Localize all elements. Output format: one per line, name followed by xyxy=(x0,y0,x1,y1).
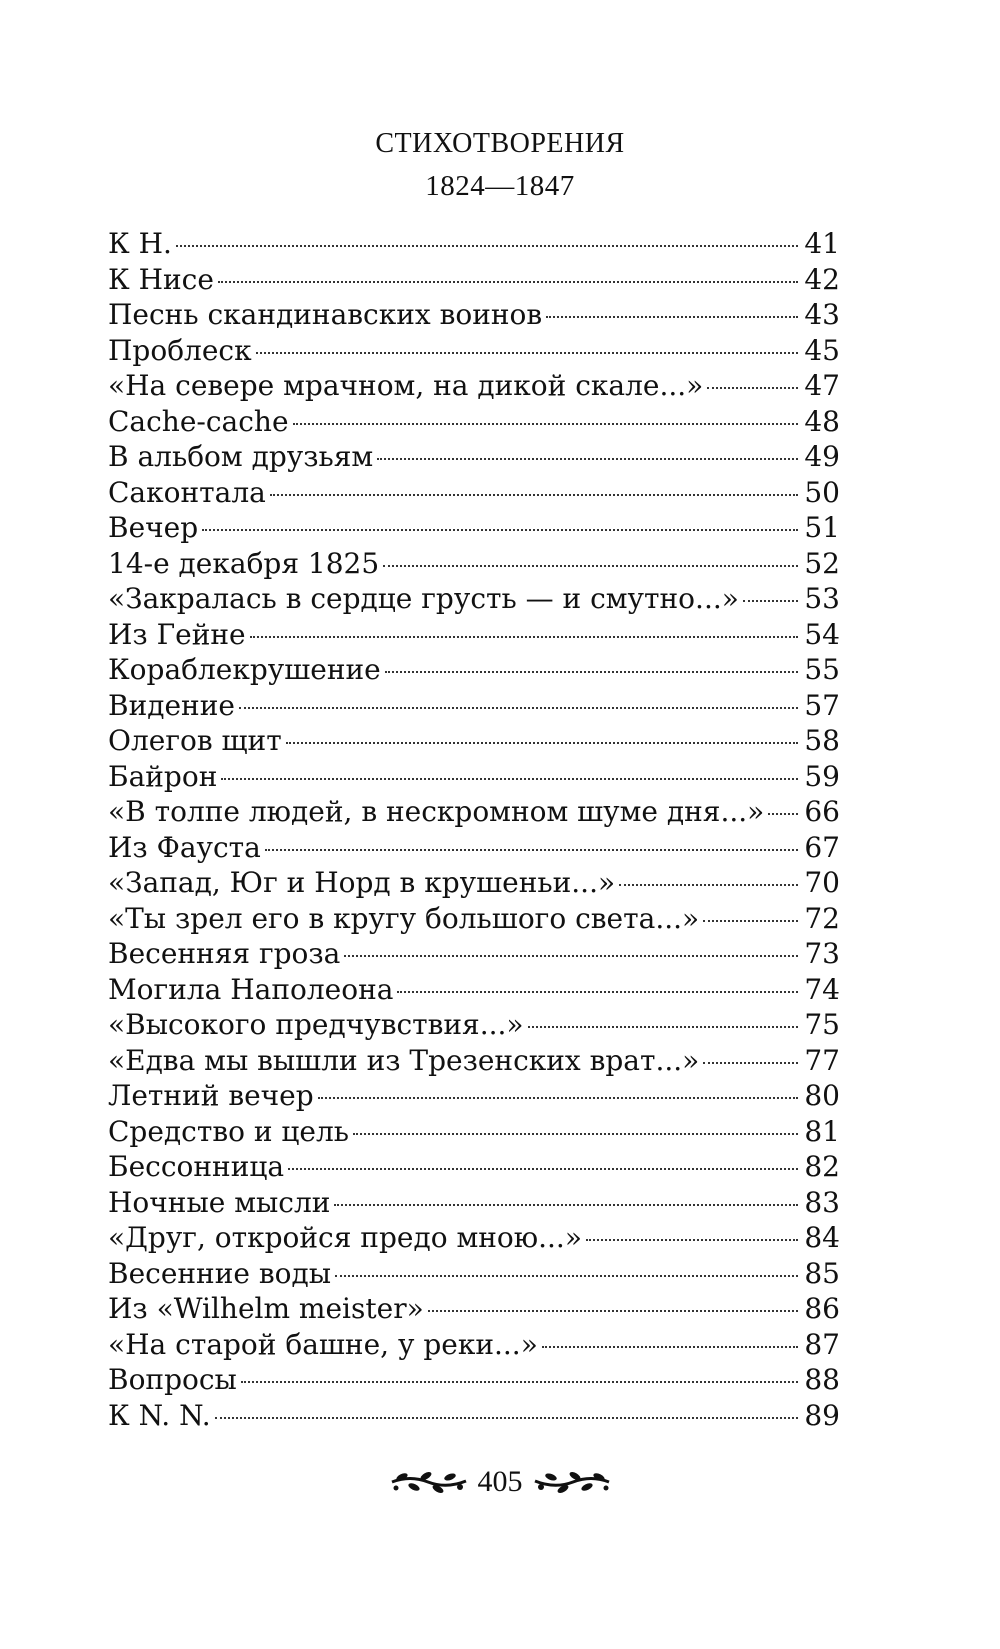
toc-entry-title: «В толпе людей, в нескромном шуме дня...» xyxy=(108,795,765,828)
toc-dot-leader xyxy=(528,1026,798,1028)
toc-dot-leader xyxy=(768,813,798,815)
toc-entry-page: 54 xyxy=(804,617,840,651)
toc-entry-page: 52 xyxy=(804,546,840,580)
toc-entry-title: «На севере мрачном, на дикой скале...» xyxy=(108,369,704,402)
toc-entry xyxy=(108,936,840,972)
toc-entry-title: «На старой башне, у реки...» xyxy=(108,1327,538,1361)
toc-dot-leader xyxy=(586,1239,798,1241)
toc-dot-leader xyxy=(239,707,798,709)
toc-entry xyxy=(108,1327,840,1363)
toc-entry-title: Вечер xyxy=(108,511,199,544)
toc-dot-leader xyxy=(334,1204,798,1206)
toc-entry xyxy=(108,1007,840,1043)
floral-ornament-right-icon xyxy=(533,1467,611,1497)
toc-entry-page: 45 xyxy=(804,333,840,367)
toc-entry xyxy=(108,1220,840,1256)
toc-entry-page: 80 xyxy=(804,1079,840,1112)
toc-dot-leader xyxy=(542,1346,798,1348)
toc-dot-leader xyxy=(397,991,798,993)
toc-dot-leader xyxy=(265,849,798,851)
page-number: 405 xyxy=(477,1465,523,1498)
page-footer xyxy=(0,1465,1000,1499)
section-years: 1824—1847 xyxy=(425,170,575,202)
toc-dot-leader xyxy=(707,387,798,389)
toc-entry-page: 53 xyxy=(804,582,840,615)
toc-entry xyxy=(108,723,840,759)
toc-dot-leader xyxy=(703,1062,798,1064)
toc-dot-leader xyxy=(215,1417,798,1419)
toc-dot-leader xyxy=(241,1381,798,1383)
toc-dot-leader xyxy=(344,955,798,957)
toc-entry-title: Видение xyxy=(108,688,235,722)
toc-entry xyxy=(108,1043,840,1079)
toc-entry xyxy=(108,1185,840,1221)
toc-entry-title: «Ты зрел его в кругу большого света...» xyxy=(108,901,700,935)
toc-entry-page: 51 xyxy=(804,511,840,544)
floral-ornament-left-icon xyxy=(390,1467,468,1497)
toc-dot-leader xyxy=(377,458,798,460)
toc-entry-page: 67 xyxy=(804,830,840,864)
toc-entry-title: В альбом друзьям xyxy=(108,440,374,473)
toc-entry xyxy=(108,1291,840,1327)
toc-entry-title: Летний вечер xyxy=(108,1079,314,1112)
toc-dot-leader xyxy=(256,352,798,354)
toc-entry-page: 50 xyxy=(804,475,840,509)
toc-entry-title: К Н. xyxy=(108,227,172,260)
toc-entry xyxy=(108,475,840,511)
toc-dot-leader xyxy=(288,1168,798,1170)
toc-entry-page: 49 xyxy=(804,440,840,473)
toc-entry xyxy=(108,830,840,866)
toc-entry xyxy=(108,617,840,653)
toc-entry xyxy=(108,1362,840,1398)
toc-entry-title: Проблеск xyxy=(108,333,252,367)
toc-entry-title: Кораблекрушение xyxy=(108,653,381,686)
table-of-contents xyxy=(108,226,840,1433)
toc-dot-leader xyxy=(221,778,798,780)
toc-entry-page: 81 xyxy=(804,1114,840,1148)
toc-entry-title: Могила Наполеона xyxy=(108,972,394,1006)
toc-entry-page: 89 xyxy=(804,1398,840,1432)
toc-entry-title: К N. N. xyxy=(108,1398,211,1432)
toc-dot-leader xyxy=(218,281,798,283)
toc-entry xyxy=(108,794,840,830)
toc-entry-page: 88 xyxy=(804,1363,840,1396)
toc-entry-title: Из «Wilhelm meister» xyxy=(108,1292,424,1325)
toc-entry-title: Средство и цель xyxy=(108,1114,350,1148)
toc-entry-title: «Высокого предчувствия...» xyxy=(108,1008,524,1041)
toc-entry xyxy=(108,546,840,582)
toc-entry xyxy=(108,1114,840,1150)
toc-entry-title: Ночные мысли xyxy=(108,1185,331,1219)
toc-entry-page: 73 xyxy=(804,937,840,970)
toc-entry-page: 87 xyxy=(804,1327,840,1361)
toc-entry xyxy=(108,581,840,617)
toc-dot-leader xyxy=(743,600,798,602)
section-title: СТИХОТВОРЕНИЯ xyxy=(375,128,625,159)
toc-entry xyxy=(108,333,840,369)
toc-entry-title: Саконтала xyxy=(108,475,266,509)
toc-entry-page: 70 xyxy=(804,866,840,899)
toc-entry-title: Песнь скандинавских воинов xyxy=(108,298,543,331)
toc-entry-page: 41 xyxy=(804,227,840,260)
toc-entry-title: К Нисе xyxy=(108,262,214,296)
toc-entry-title: Олегов щит xyxy=(108,724,282,757)
toc-entry-title: Вопросы xyxy=(108,1363,237,1396)
toc-entry-title: «Запад, Юг и Норд в крушеньи...» xyxy=(108,866,616,899)
toc-entry xyxy=(108,652,840,688)
toc-entry xyxy=(108,1398,840,1434)
toc-dot-leader xyxy=(619,884,798,886)
toc-dot-leader xyxy=(176,245,798,247)
toc-dot-leader xyxy=(428,1310,798,1312)
toc-entry xyxy=(108,1149,840,1185)
toc-entry xyxy=(108,510,840,546)
toc-entry-title: Из Гейне xyxy=(108,617,246,651)
toc-dot-leader xyxy=(385,671,798,673)
toc-entry-title: Из Фауста xyxy=(108,830,261,864)
toc-entry-title: «Едва мы вышли из Трезенских врат...» xyxy=(108,1043,700,1077)
toc-entry-page: 74 xyxy=(804,972,840,1006)
toc-entry-title: Бессонница xyxy=(108,1150,285,1183)
toc-entry-page: 82 xyxy=(804,1150,840,1183)
toc-entry-page: 58 xyxy=(804,724,840,757)
toc-entry xyxy=(108,901,840,937)
toc-entry xyxy=(108,688,840,724)
toc-entry-page: 47 xyxy=(804,369,840,402)
toc-entry-page: 85 xyxy=(804,1256,840,1290)
toc-entry xyxy=(108,1256,840,1292)
toc-entry-title: «Закралась в сердце грусть — и смутно...» xyxy=(108,582,739,615)
toc-entry-page: 84 xyxy=(804,1221,840,1254)
toc-dot-leader xyxy=(270,494,798,496)
toc-entry xyxy=(108,439,840,475)
toc-entry xyxy=(108,297,840,333)
toc-entry-page: 42 xyxy=(804,262,840,296)
toc-entry-page: 59 xyxy=(804,759,840,793)
toc-entry-title: Байрон xyxy=(108,759,218,793)
toc-dot-leader xyxy=(250,636,798,638)
toc-entry xyxy=(108,226,840,262)
toc-entry-page: 77 xyxy=(804,1043,840,1077)
toc-entry-page: 83 xyxy=(804,1185,840,1219)
toc-entry-title: 14-е декабря 1825 xyxy=(108,546,380,580)
toc-entry-page: 86 xyxy=(804,1292,840,1325)
toc-entry xyxy=(108,262,840,298)
toc-dot-leader xyxy=(383,565,798,567)
toc-entry-page: 43 xyxy=(804,298,840,331)
toc-dot-leader xyxy=(353,1133,798,1135)
toc-entry xyxy=(108,404,840,440)
toc-dot-leader xyxy=(286,742,798,744)
toc-entry-title: Cache-cache xyxy=(108,404,289,438)
toc-entry xyxy=(108,972,840,1008)
toc-entry xyxy=(108,1078,840,1114)
toc-entry xyxy=(108,368,840,404)
toc-entry xyxy=(108,759,840,795)
toc-entry-page: 55 xyxy=(804,653,840,686)
toc-entry-page: 72 xyxy=(804,901,840,935)
toc-entry-page: 57 xyxy=(804,688,840,722)
toc-entry-title: Весенняя гроза xyxy=(108,937,341,970)
toc-entry-title: «Друг, откройся предо мною...» xyxy=(108,1221,582,1254)
toc-entry-page: 75 xyxy=(804,1008,840,1041)
toc-entry-page: 66 xyxy=(804,795,840,828)
toc-dot-leader xyxy=(335,1275,798,1277)
toc-entry-page: 48 xyxy=(804,404,840,438)
toc-entry xyxy=(108,865,840,901)
toc-dot-leader xyxy=(293,423,798,425)
toc-entry-title: Весенние воды xyxy=(108,1256,332,1290)
toc-dot-leader xyxy=(318,1097,798,1099)
toc-dot-leader xyxy=(546,316,798,318)
toc-dot-leader xyxy=(703,920,798,922)
toc-dot-leader xyxy=(202,529,798,531)
